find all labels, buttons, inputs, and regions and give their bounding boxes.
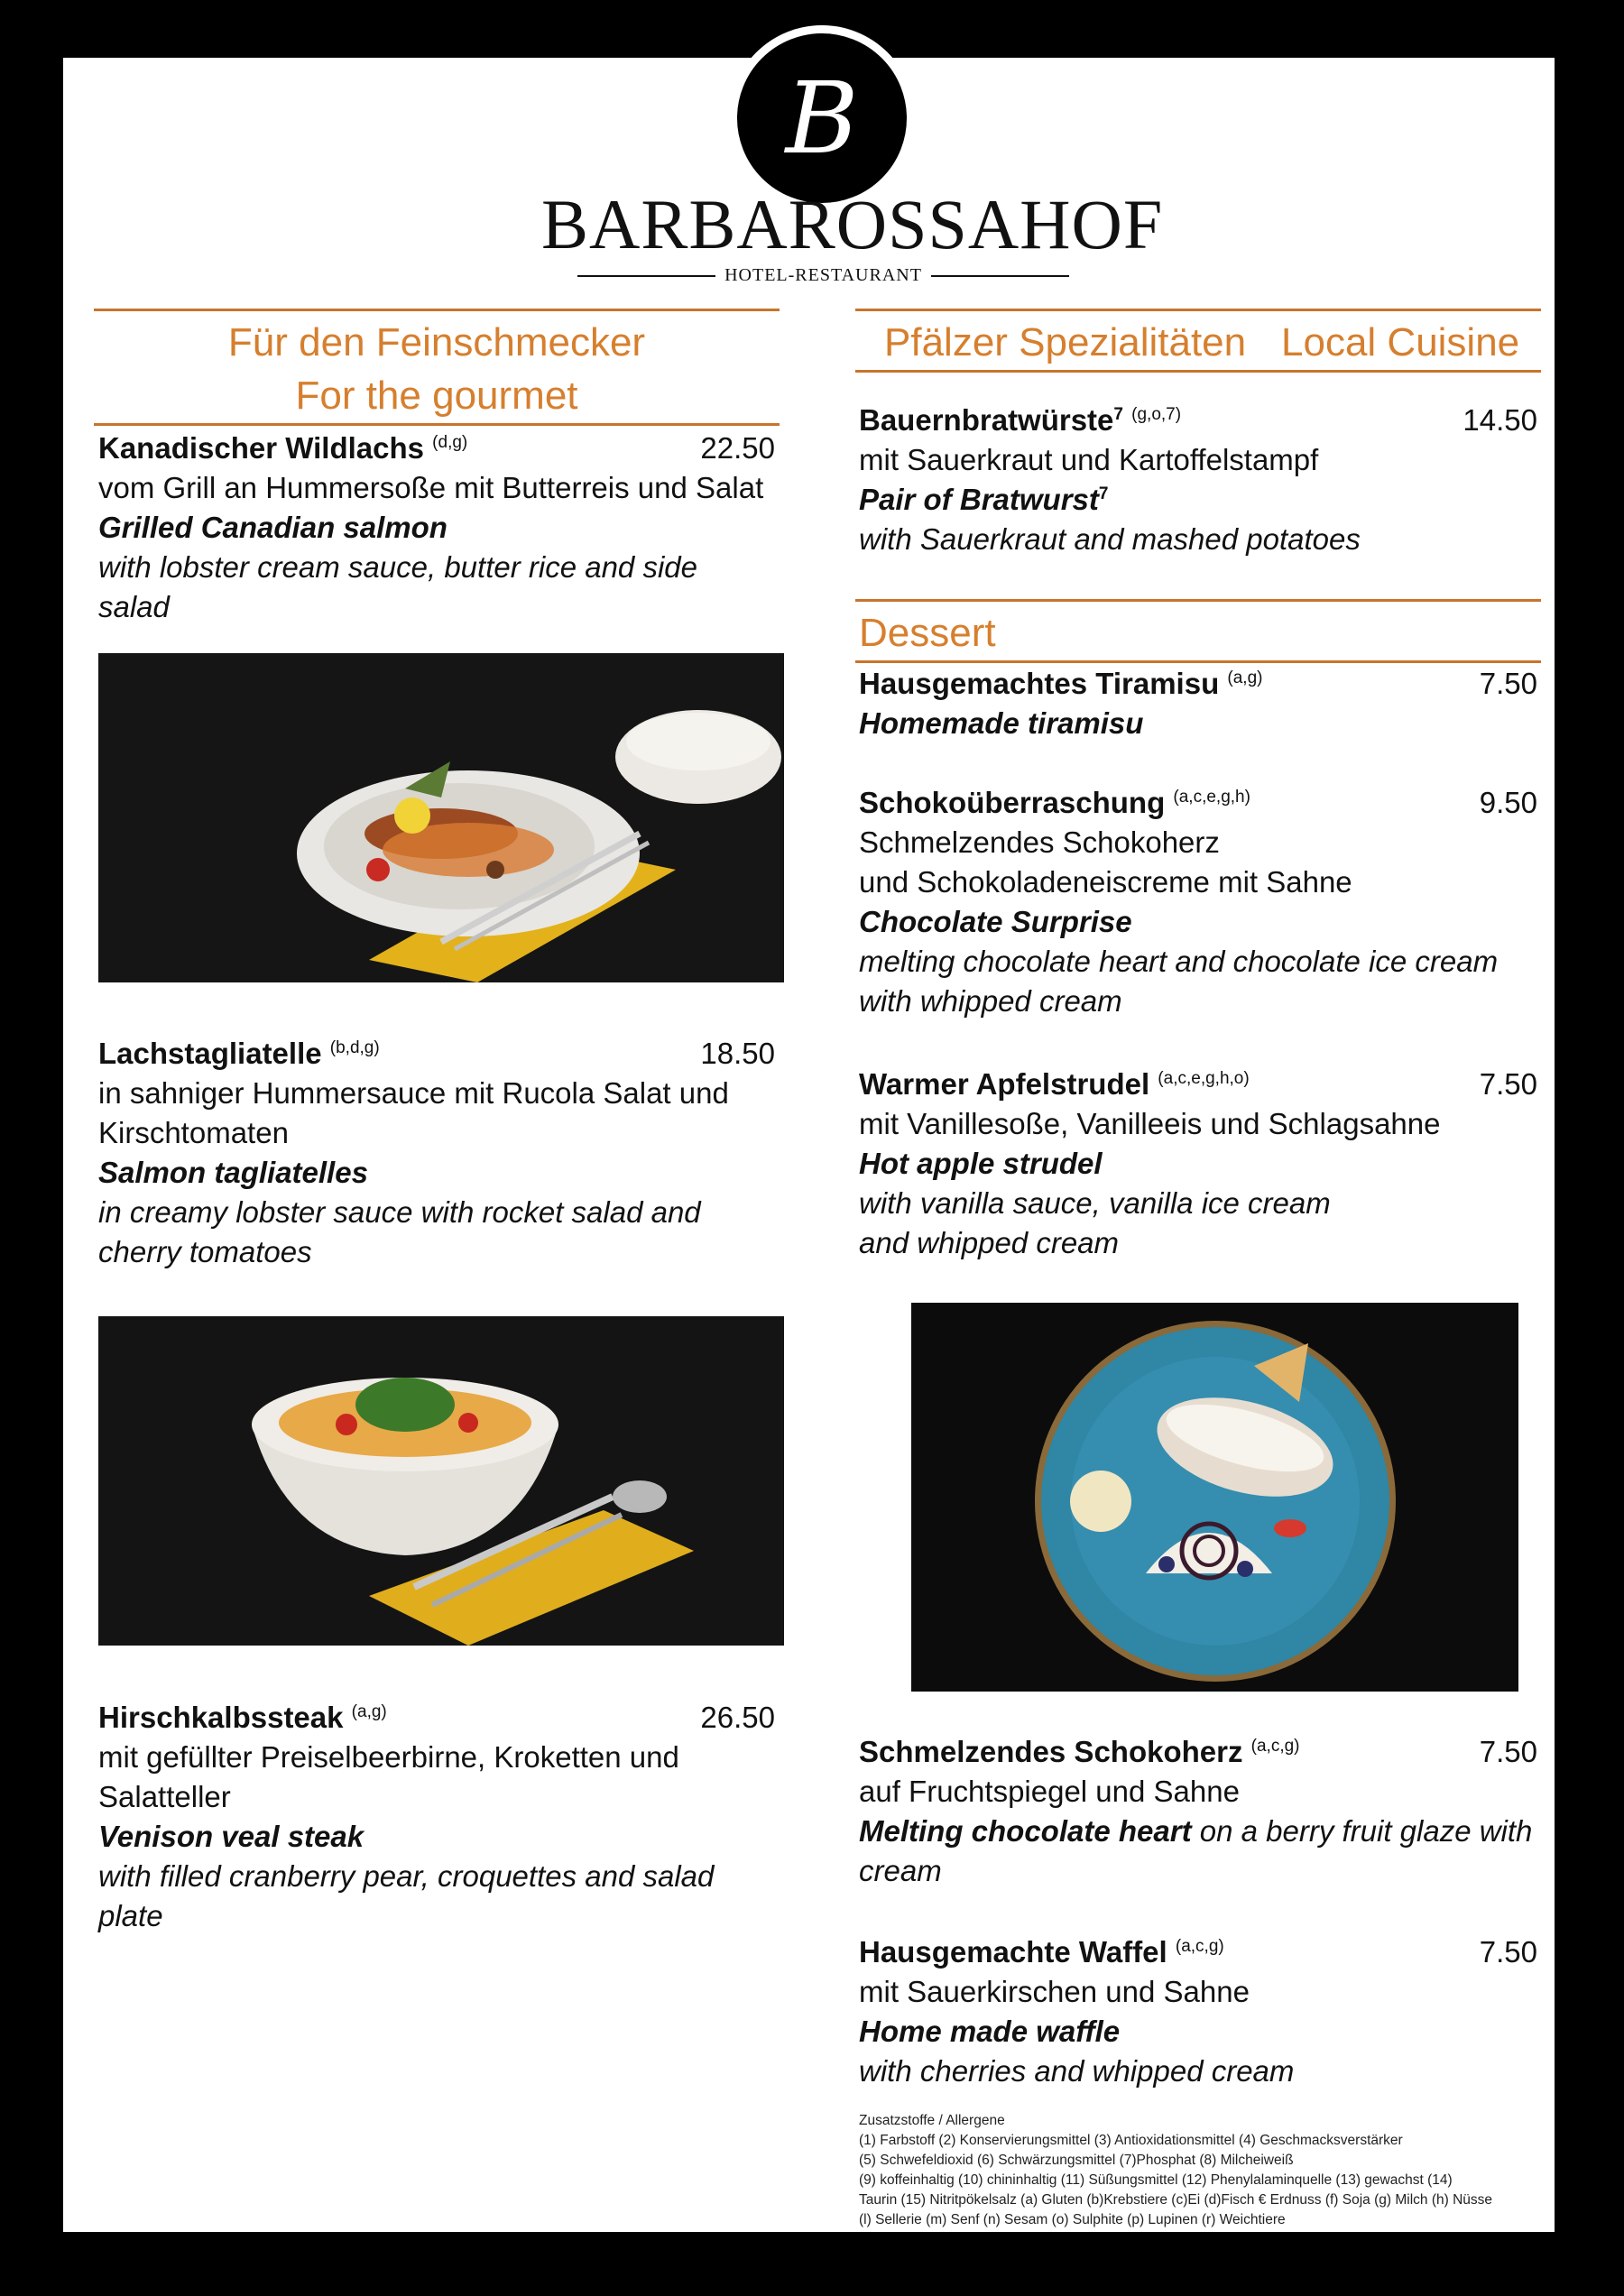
menu-item-bratwurst [859, 401, 1537, 559]
item-name-de: Hausgemachtes Tiramisu [859, 667, 1220, 700]
allergen-note [859, 2111, 1545, 2230]
item-allergens: (a,g) [351, 1702, 387, 1721]
item-desc-en-1: with filled cranberry pear, croquettes and salad [98, 1859, 715, 1893]
dessert-waffle [859, 1932, 1537, 2091]
allergen-line-5: (l) Sellerie (m) Senf (n) Sesam (o) Sulphite (p) Lupinen (r) Weichtiere [859, 2212, 1286, 2227]
item-desc-en-2: cream [859, 1854, 942, 1887]
item-name-en: Hot apple strudel [859, 1147, 1103, 1180]
item-allergens: (a,c,g) [1250, 1737, 1300, 1756]
item-desc-de: mit Sauerkraut und Kartoffelstampf [859, 443, 1319, 476]
item-desc-en-1: with lobster cream sauce, butter rice and side [98, 550, 697, 584]
item-name-en: Venison veal steak [98, 1820, 364, 1853]
left-heading-rule-top [94, 309, 780, 311]
item-desc-de-2: und Schokoladeneiscreme mit Sahne [859, 865, 1352, 899]
item-desc-en: with cherries and whipped cream [859, 2054, 1295, 2088]
item-desc-de: mit Sauerkirschen und Sahne [859, 1975, 1250, 2008]
right-heading-en: Local Cuisine [1281, 320, 1520, 364]
item-desc-en: with Sauerkraut and mashed potatoes [859, 522, 1361, 556]
item-allergens: (a,c,e,g,h) [1173, 788, 1250, 807]
item-desc-en-2: cherry tomatoes [98, 1235, 312, 1268]
subtitle-rule-left [577, 275, 715, 277]
dessert-apple-strudel [859, 1065, 1537, 1263]
strudel-photo [911, 1303, 1518, 1692]
item-name-de: Schokoüberraschung [859, 786, 1166, 819]
item-price: 22.50 [700, 431, 775, 465]
menu-item-salmon [98, 429, 775, 627]
item-price: 7.50 [1479, 667, 1537, 700]
dessert-rule-bottom [855, 660, 1541, 663]
allergen-title: Zusatzstoffe / Allergene [859, 2113, 1005, 2128]
item-desc-de-2: Kirschtomaten [98, 1116, 289, 1149]
item-name-en: Homemade tiramisu [859, 706, 1144, 740]
allergen-line-1: (1) Farbstoff (2) Konservierungsmittel (3) Antioxidationsmittel (4) Geschmacksverstärker [859, 2133, 1403, 2148]
item-desc-en-1: with vanilla sauce, vanilla ice cream [859, 1186, 1331, 1220]
item-name-en: Grilled Canadian salmon [98, 511, 448, 544]
left-heading-rule-bottom [94, 423, 780, 426]
brand-subtitle-text: HOTEL-RESTAURANT [724, 265, 922, 285]
left-heading-de: Für den Feinschmecker [227, 320, 646, 364]
item-desc-de: vom Grill an Hummersoße mit Butterreis und Salat [98, 471, 764, 504]
item-name-de: Lachstagliatelle [98, 1037, 322, 1070]
item-price: 18.50 [700, 1037, 775, 1070]
right-heading-rule-top [855, 309, 1541, 311]
item-desc-en-2: salad [98, 590, 170, 623]
right-heading-rule-bottom [855, 370, 1541, 373]
item-allergens: (d,g) [432, 433, 468, 452]
item-allergens: (a,c,g) [1175, 1937, 1224, 1956]
item-allergens: (b,d,g) [329, 1038, 380, 1057]
allergen-line-4: Taurin (15) Nitritpökelsalz (a) Gluten (b)Krebstiere (c)Ei (d)Fisch € Erdnuss (f) Soja (g) Milch (h) Nüsse [859, 2192, 1493, 2208]
item-price: 7.50 [1479, 1935, 1537, 1969]
item-footnote: 7 [1113, 405, 1123, 424]
tagliatelle-photo [98, 1316, 784, 1646]
item-desc-de: mit Vanillesoße, Vanilleeis und Schlagsahne [859, 1107, 1441, 1140]
item-name-en: Home made waffle [859, 2015, 1121, 2048]
menu-item-tagliatelle [98, 1034, 775, 1272]
monogram-letter: B [785, 60, 859, 176]
item-name-en-footnote: 7 [1098, 484, 1109, 503]
item-allergens: (a,c,e,g,h,o) [1158, 1069, 1250, 1088]
item-price: 9.50 [1479, 786, 1537, 819]
salmon-photo [98, 653, 784, 982]
dessert-heading: Dessert [859, 611, 996, 655]
allergen-line-2: (5) Schwefeldioxid (6) Schwärzungsmittel (7)Phosphat (8) Milcheiweiß [859, 2153, 1294, 2168]
dessert-rule-top [855, 599, 1541, 602]
item-name-de: Hausgemachte Waffel [859, 1935, 1167, 1969]
item-desc-en-1: in creamy lobster sauce with rocket salad and [98, 1195, 701, 1229]
item-desc-en-1: melting chocolate heart and chocolate ice cream [859, 945, 1499, 978]
item-desc-de-2: Salatteller [98, 1780, 231, 1813]
item-name-en: Melting chocolate heart [859, 1814, 1192, 1848]
item-name-de: Warmer Apfelstrudel [859, 1067, 1150, 1101]
item-desc-de-1: Schmelzendes Schokoherz [859, 825, 1220, 859]
item-price: 14.50 [1463, 403, 1537, 437]
logo-monogram [729, 25, 915, 211]
brand-name: BARBAROSSAHOF [541, 185, 1164, 263]
item-desc-en-2: plate [98, 1899, 163, 1932]
item-desc-de-1: mit gefüllter Preiselbeerbirne, Kroketten und [98, 1740, 679, 1774]
dessert-chocolate-surprise [859, 783, 1537, 1021]
right-heading-de: Pfälzer Spezialitäten [884, 320, 1247, 364]
item-desc-en-inline: on a berry fruit glaze with [1199, 1814, 1533, 1848]
item-desc-en-2: and whipped cream [859, 1226, 1120, 1259]
item-desc-de: auf Fruchtspiegel und Sahne [859, 1775, 1240, 1808]
item-name-en: Chocolate Surprise [859, 905, 1132, 938]
allergen-line-3: (9) koffeinhaltig (10) chininhaltig (11) Süßungsmittel (12) Phenylalaminquelle (13) gewachst (14) [859, 2172, 1453, 2188]
item-name-en: Pair of Bratwurst [859, 483, 1099, 516]
left-heading-en: For the gourmet [295, 373, 578, 418]
item-price: 26.50 [700, 1701, 775, 1734]
item-desc-en-2: with whipped cream [859, 984, 1122, 1018]
item-desc-de-1: in sahniger Hummersauce mit Rucola Salat und [98, 1076, 729, 1110]
item-name-de: Bauernbratwürste [859, 403, 1114, 437]
item-allergens: (a,g) [1227, 669, 1263, 687]
item-name-de: Hirschkalbssteak [98, 1701, 344, 1734]
subtitle-rule-right [931, 275, 1069, 277]
dessert-tiramisu [859, 664, 1537, 743]
dessert-melting-heart [859, 1732, 1537, 1891]
item-name-de: Schmelzendes Schokoherz [859, 1735, 1243, 1768]
item-name-en: Salmon tagliatelles [98, 1156, 368, 1189]
item-price: 7.50 [1479, 1735, 1537, 1768]
item-name-de: Kanadischer Wildlachs [98, 431, 424, 465]
item-price: 7.50 [1479, 1067, 1537, 1101]
item-allergens: (g,o,7) [1131, 405, 1182, 424]
menu-item-venison [98, 1698, 775, 1936]
brand-subtitle [577, 265, 1069, 286]
